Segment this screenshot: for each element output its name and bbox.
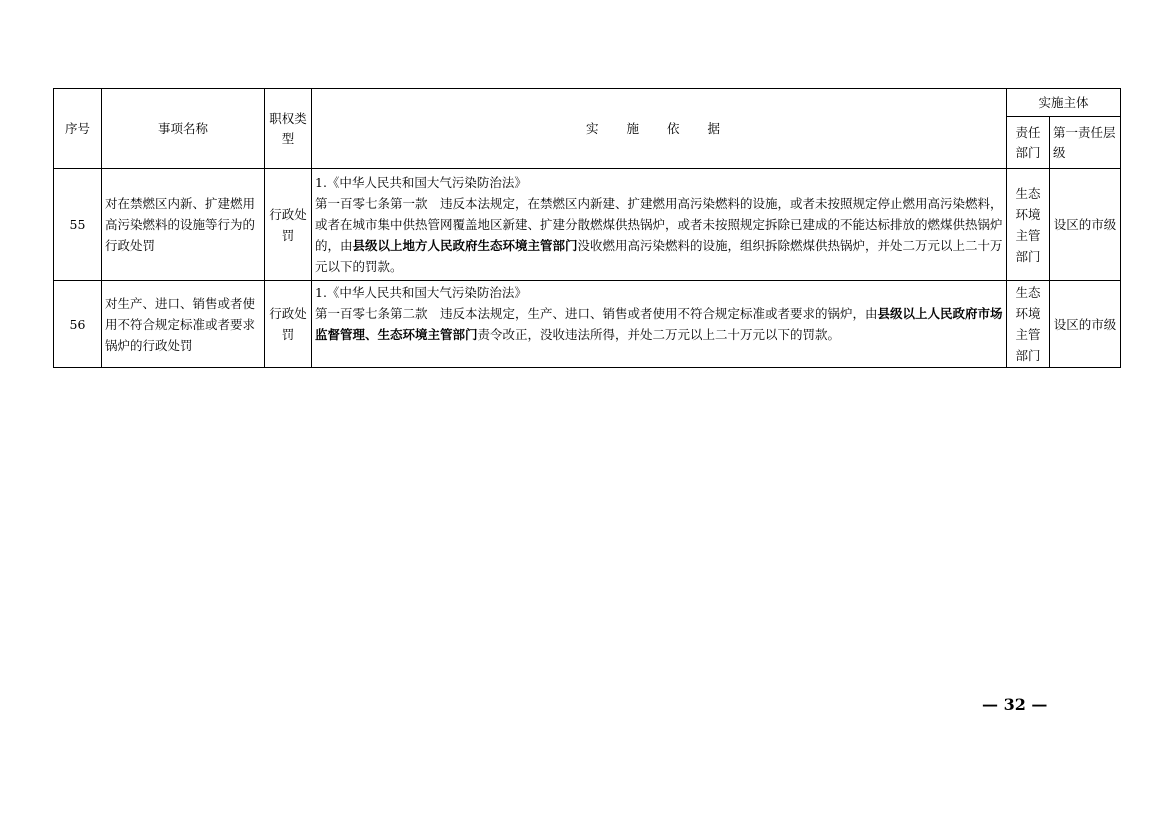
- row-seq: 56: [54, 281, 102, 368]
- row-item-name: 对在禁燃区内新、扩建燃用高污染燃料的设施等行为的行政处罚: [102, 169, 265, 281]
- row-dept: 生态环境主管部门: [1007, 281, 1050, 368]
- header-dept: 责任部门: [1007, 117, 1050, 169]
- header-basis: [312, 89, 1007, 169]
- row-power-type: 行政处罚: [265, 281, 312, 368]
- basis-penalty: 责令改正，没收违法所得，并处二万元以上二十万元以下的罚款。: [477, 327, 841, 342]
- basis-authority: 县级以上地方人民政府生态环境主管部门: [352, 238, 578, 253]
- basis-law-title: 1.《中华人民共和国大气污染防治法》: [315, 175, 527, 190]
- enforcement-table: [53, 88, 1121, 368]
- page-number: — 32 —: [982, 695, 1048, 714]
- basis-law-title: 1.《中华人民共和国大气污染防治法》: [315, 285, 527, 300]
- row-level: 设区的市级: [1050, 281, 1121, 368]
- row-basis: [312, 169, 1007, 281]
- row-dept: 生态环境主管部门: [1007, 169, 1050, 281]
- table-row: [54, 281, 1121, 368]
- row-basis: [312, 281, 1007, 368]
- header-basis-label: 实 施 依 据: [586, 121, 732, 136]
- basis-authority: 县级以上人民政府市场监督管理、生态环境主管部门: [315, 306, 1003, 342]
- basis-penalty: 没收燃用高污染燃料的设施，组织拆除燃煤供热锅炉，并处二万元以上二十万元以下的罚款。: [315, 238, 1003, 274]
- table-row: [54, 169, 1121, 281]
- basis-text: 第一百零七条第一款 违反本法规定，在禁燃区内新建、扩建燃用高污染燃料的设施，或者未按照规定停止燃用高污染燃料，或者在城市集中供热管网覆盖地区新建、扩建分散燃煤供热锅炉，或者未按照规定拆除已建成的不能达标排放的燃煤供热锅炉的，由: [315, 196, 1003, 253]
- row-item-name: 对生产、进口、销售或者使用不符合规定标准或者要求锅炉的行政处罚: [102, 281, 265, 368]
- basis-text: 第一百零七条第二款 违反本法规定，生产、进口、销售或者使用不符合规定标准或者要求的锅炉，由: [315, 306, 878, 321]
- header-item-name: 事项名称: [102, 89, 265, 169]
- row-power-type: 行政处罚: [265, 169, 312, 281]
- header-power-type: 职权类型: [265, 89, 312, 169]
- header-seq: 序号: [54, 89, 102, 169]
- header-implementer: 实施主体: [1007, 89, 1121, 117]
- header-level: 第一责任层级: [1050, 117, 1121, 169]
- row-level: 设区的市级: [1050, 169, 1121, 281]
- row-seq: 55: [54, 169, 102, 281]
